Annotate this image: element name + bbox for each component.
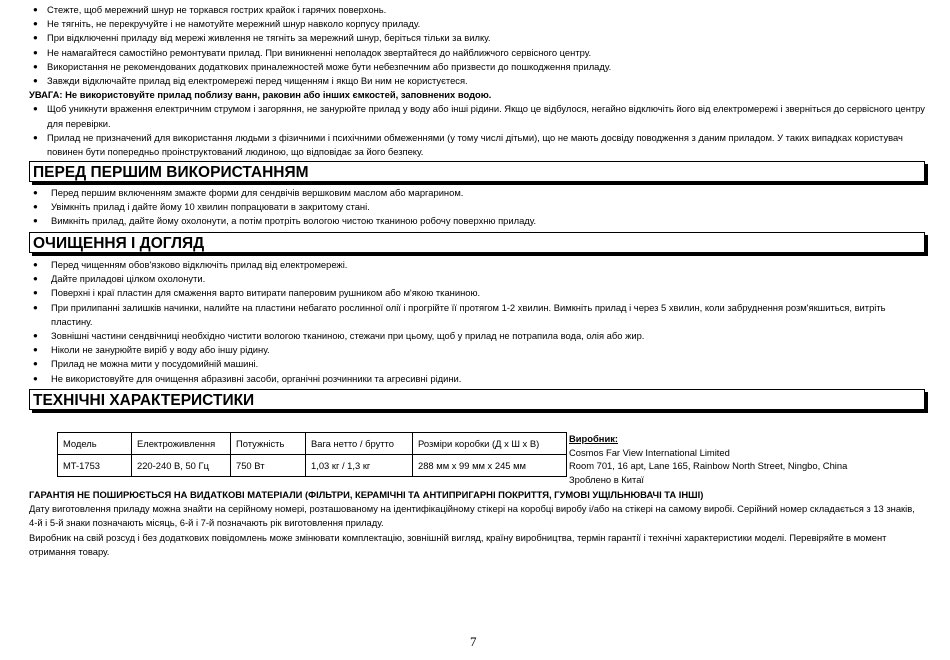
bullet-icon: ● [33, 359, 38, 369]
bullet-icon: ● [33, 19, 38, 29]
list-item: ● Стежте, щоб мережний шнур не торкався гострих крайок і гарячих поверхонь. [0, 3, 925, 17]
manufacturer-name: Cosmos Far View International Limited [569, 446, 730, 458]
list-item: ● Прилад не призначений для використання людьми з фізичними і психічними обмеженнями (у тому числі дітьми), що не мають досвіду поводження з даним приладом. У таких випадках користувач повинен бути попередньо проінструктований людиною, що відповідає за його безпеку. [33, 131, 903, 158]
safety-list-top [0, 3, 925, 88]
manufacturer-label: Виробник: [569, 433, 619, 444]
list-item: ● Щоб уникнути враження електричним струмом і загоряння, не занурюйте прилад у воду або інші рідини. Якщо це відбулося, негайно відключіть його від електромережі і зверніться до сервісного центру для перевірки. [33, 103, 925, 129]
section-heading-before-first-use: ПЕРЕД ПЕРШИМ ВИКОРИСТАННЯМ [29, 161, 925, 182]
list-item: ● Перед першим включенням змажте форми для сендвічів вершковим маслом або маргарином. [0, 186, 925, 200]
list-item: ● Зовнішні частини сендвічниці необхідно чистити вологою тканиною, стежачи при цьому, щоб у прилад не потрапила вода, олія або жир. [0, 329, 925, 343]
list-item: ● При прилипанні залишків начинки, налийте на пластини небагато рослинної олії і прогрійте її протягом 1-2 хвилин. Вимкніть прилад і через 5 хвилин, коли забруднення розм'якшиться, витріть пластину. [33, 301, 886, 327]
list-item: ● Перед чищенням обов'язково відключіть прилад від електромережі. [0, 258, 925, 272]
table-cell: MT-1753 [58, 455, 132, 477]
bullet-icon: ● [33, 188, 38, 197]
table-header-cell: Модель [58, 433, 132, 455]
safety-list-bottom [0, 102, 925, 159]
table-cell: 220-240 В, 50 Гц [132, 455, 231, 477]
list-item: ● Увімкніть прилад і дайте йому 10 хвилин попрацювати в закритому стані. [0, 200, 925, 214]
bullet-icon: ● [33, 33, 38, 43]
bullet-icon: ● [33, 260, 38, 269]
before-first-use-list [0, 186, 925, 229]
list-item: ● Використання не рекомендованих додаткових приналежностей може бути небезпечним або призвести до пошкодження приладу. [0, 60, 925, 74]
bullet-icon: ● [33, 104, 38, 114]
bullet-icon: ● [33, 216, 38, 226]
manufacture-date-text: Дату виготовлення приладу можна знайти на серійному номері, розташованому на ідентифікаційному стікері на коробці виробу і/або на стікері на самому виробі. Серійний номер складається з 13 знаків, 4-й і 5-й знаки позначають місяць, 6-й і 7-й позначають рік виготовлення приладу. [29, 503, 915, 529]
table-header-row [58, 433, 567, 455]
manufacturer-rights-text: Виробник на свій розсуд і без додаткових повідомлень може змінювати комплектацію, зовнішній вигляд, країну виробництва, термін гарантії і технічні характеристики моделі. Перевіряйте в момент отримання товару. [29, 531, 887, 557]
list-item: ● Завжди відключайте прилад від електромережі перед чищенням і якщо Ви ним не користуєтеся. [0, 74, 925, 88]
list-item: ● Прилад не можна мити у посудомийній машині. [0, 357, 925, 371]
bullet-icon: ● [33, 302, 38, 312]
bullet-icon: ● [33, 288, 38, 298]
manufacturer-address: Room 701, 16 apt, Lane 165, Rainbow North Street, Ningbo, China [569, 460, 848, 471]
table-header-cell: Розміри коробки (Д х Ш х В) [413, 433, 567, 455]
section-heading-cleaning: ОЧИЩЕННЯ І ДОГЛЯД [29, 232, 925, 253]
table-header-cell: Потужність [231, 433, 306, 455]
table-header-cell: Вага нетто / брутто [306, 433, 413, 455]
table-row [58, 455, 567, 477]
bullet-icon: ● [33, 5, 38, 14]
table-header-cell: Електроживлення [132, 433, 231, 455]
page-number: 7 [470, 634, 477, 649]
bullet-icon: ● [33, 345, 38, 355]
bullet-icon: ● [33, 76, 38, 86]
list-item: ● Не використовуйте для очищення абразивні засоби, органічні розчинники та агресивні рідини. [0, 372, 925, 386]
list-item: ● Ніколи не занурюйте виріб у воду або іншу рідину. [0, 343, 925, 357]
guarantee-section [29, 488, 925, 559]
list-item: ● При відключенні приладу від мережі живлення не тягніть за мережний шнур, беріться тільки за вилку. [0, 31, 925, 45]
guarantee-title: ГАРАНТІЯ НЕ ПОШИРЮЄТЬСЯ НА ВИДАТКОВІ МАТЕРІАЛИ (ФІЛЬТРИ, КЕРАМІЧНІ ТА АНТИПРИГАРНІ ПОКРИТТЯ, ГУМОВІ УЩІЛЬНЮВАЧІ ТА ІНШІ) [29, 489, 704, 500]
list-item: ● Не намагайтеся самостійно ремонтувати прилад. При виникненні неполадок звертайтеся до найближчого сервісного центру. [0, 46, 925, 60]
cleaning-list [0, 258, 925, 386]
list-item: ● Вимкніть прилад, дайте йому охолонути, а потім протріть вологою чистою тканиною робочу поверхню приладу. [0, 214, 925, 228]
bullet-icon: ● [33, 47, 38, 57]
specs-table [57, 432, 567, 477]
bullet-icon: ● [33, 61, 38, 71]
table-cell: 750 Вт [231, 455, 306, 477]
table-cell: 1,03 кг / 1,3 кг [306, 455, 413, 477]
section-heading-specs: ТЕХНІЧНІ ХАРАКТЕРИСТИКИ [29, 389, 925, 410]
made-in: Зроблено в Китаї [569, 473, 645, 485]
safety-section [0, 3, 925, 159]
list-item: ● Поверхні і краї пластин для смаження варто витирати паперовим рушником або м'якою тканиною. [0, 286, 925, 300]
table-cell: 288 мм х 99 мм х 245 мм [413, 455, 567, 477]
bullet-icon: ● [33, 132, 38, 142]
bullet-icon: ● [33, 373, 38, 383]
list-item: ● Дайте приладові цілком охолонути. [0, 272, 925, 286]
bullet-icon: ● [33, 331, 38, 341]
manufacturer-info [569, 432, 847, 486]
bullet-icon: ● [33, 274, 38, 284]
bullet-icon: ● [33, 202, 38, 212]
warning-text: УВАГА: Не використовуйте прилад поблизу ванн, раковин або інших ємкостей, заповнених водою. [29, 89, 492, 101]
list-item: ● Не тягніть, не перекручуйте і не намотуйте мережний шнур навколо корпусу приладу. [0, 17, 925, 31]
